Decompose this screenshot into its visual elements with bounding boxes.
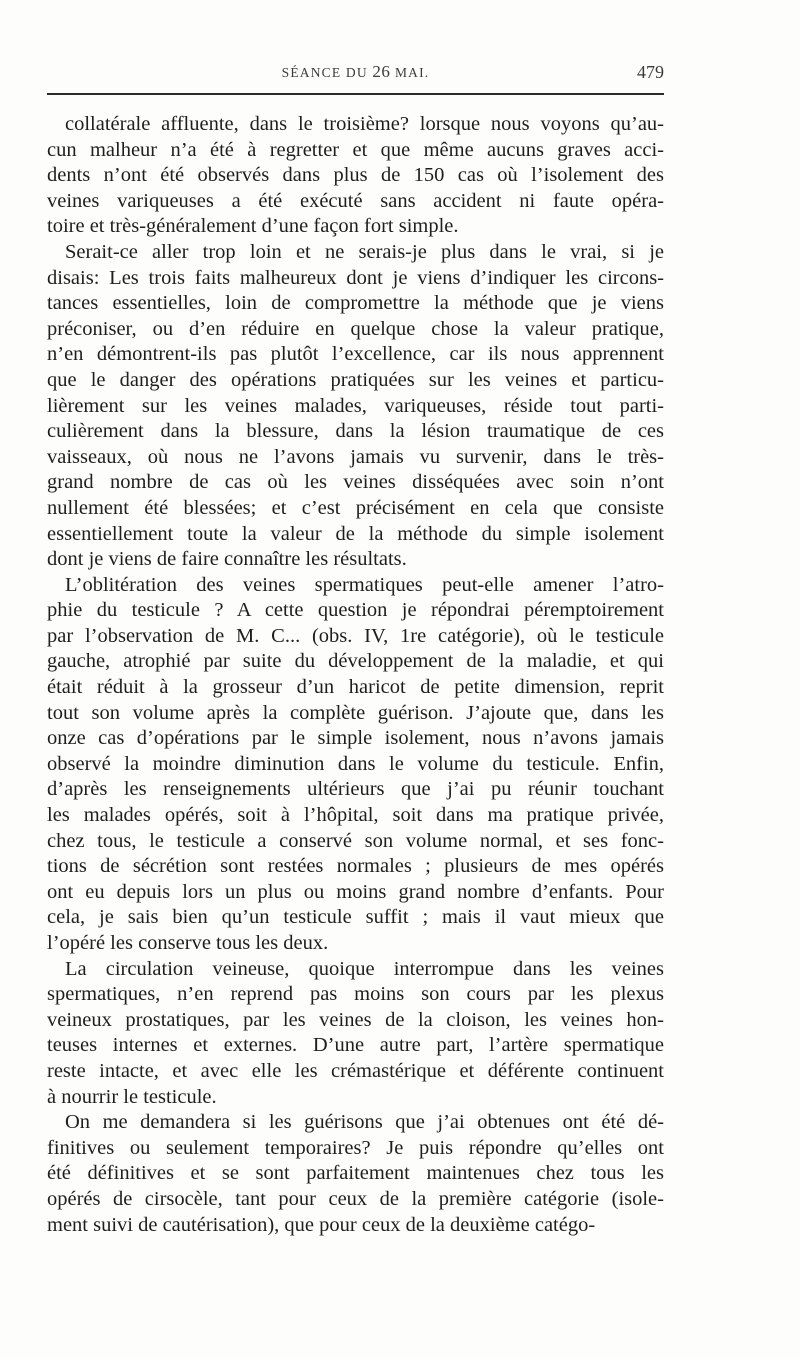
text-line: cela, je sais bien qu’un testicule suffit ; mais il vaut mieux que xyxy=(47,906,664,929)
text-line: tout son volume après la complète guérison. J’ajoute que, dans les xyxy=(47,701,664,724)
text-line: était réduit à la grosseur d’un haricot de petite dimension, reprit xyxy=(47,676,664,699)
page-header xyxy=(47,62,664,86)
text-line: veines variqueuses a été exécuté sans accident ni faute opéra- xyxy=(47,189,664,212)
text-line: n’en démontrent-ils pas plutôt l’excellence, car ils nous apprennent xyxy=(47,343,664,366)
running-head-text: SÉANCE DU xyxy=(281,65,373,80)
paragraph xyxy=(47,112,664,240)
text-line: spermatiques, n’en reprend pas moins son cours par les plexus xyxy=(47,983,664,1006)
text-line: finitives ou seulement temporaires? Je puis répondre qu’elles ont xyxy=(47,1136,664,1159)
text-line: lièrement sur les veines malades, variqueuses, réside tout parti- xyxy=(47,394,664,417)
running-head xyxy=(47,62,664,83)
text-line: L’oblitération des veines spermatiques peut-elle amener l’atro- xyxy=(65,573,664,596)
text-line: disais: Les trois faits malheureux dont je viens d’indiquer les circons- xyxy=(47,266,664,289)
text-line: veineux prostatiques, par les veines de la cloison, les veines hon- xyxy=(47,1008,664,1031)
text-line: d’après les renseignements ultérieurs que j’ai pu réunir touchant xyxy=(47,778,664,801)
text-line: collatérale affluente, dans le troisième? lorsque nous voyons qu’au- xyxy=(65,113,664,135)
running-head-month: MAI. xyxy=(390,65,430,80)
text-line: préconiser, ou d’en réduire en quelque chose la valeur pratique, xyxy=(47,317,664,340)
text-line: que le danger des opérations pratiquées sur les veines et particu- xyxy=(47,368,664,391)
text-line: culièrement dans la blessure, dans la lésion traumatique de ces xyxy=(47,420,664,443)
text-line: reste intacte, et avec elle les crémastérique et déférente continuent xyxy=(47,1059,664,1082)
text-line: dents n’ont été observés dans plus de 150 cas où l’isolement des xyxy=(47,164,664,187)
text-line: été définitives et se sont parfaitement maintenues chez tous les xyxy=(47,1162,664,1185)
text-line: vaisseaux, où nous ne l’avons jamais vu survenir, dans le très- xyxy=(47,445,664,468)
text-line: à nourrir le testicule. xyxy=(47,1085,217,1108)
running-head-day: 26 xyxy=(372,62,391,81)
text-line: teuses internes et externes. D’une autre part, l’artère spermatique xyxy=(47,1034,664,1057)
text-line: l’opéré les conserve tous les deux. xyxy=(47,932,329,954)
body-text xyxy=(47,112,664,1238)
text-line: ment suivi de cautérisation), que pour ceux de la deuxième catégo- xyxy=(47,1213,596,1236)
text-line: On me demandera si les guérisons que j’ai obtenues ont été dé- xyxy=(65,1111,664,1134)
paragraph xyxy=(47,240,664,573)
text-line: tions de sécrétion sont restées normales ; plusieurs de mes opérés xyxy=(47,855,664,878)
text-line: dont je viens de faire connaître les résultats. xyxy=(47,548,407,571)
text-line: les malades opérés, soit à l’hôpital, soit dans ma pratique privée, xyxy=(47,804,664,827)
text-line: tances essentielles, loin de compromettre la méthode que je viens xyxy=(47,292,664,315)
text-line: opérés de cirsocèle, tant pour ceux de la première catégorie (isole- xyxy=(47,1187,664,1210)
text-line: La circulation veineuse, quoique interrompue dans les veines xyxy=(65,957,664,980)
paragraph xyxy=(47,957,664,1111)
text-line: onze cas d’opérations par le simple isolement, nous n’avons jamais xyxy=(47,727,664,750)
text-line: par l’observation de M. C... (obs. IV, 1re catégorie), où le testicule xyxy=(47,624,664,647)
header-rule xyxy=(47,93,664,95)
paragraph xyxy=(47,1110,664,1238)
text-line: essentiellement toute la valeur de la méthode du simple isolement xyxy=(47,522,664,545)
text-line: toire et très-généralement d’une façon fort simple. xyxy=(47,215,459,238)
text-line: Serait-ce aller trop loin et ne serais-je plus dans le vrai, si je xyxy=(65,240,664,263)
page-number: 479 xyxy=(637,62,664,82)
text-line: gauche, atrophié par suite du développement de la maladie, et qui xyxy=(47,650,664,673)
text-line: cun malheur n’a été à regretter et que même aucuns graves acci- xyxy=(47,138,664,161)
text-line: chez tous, le testicule a conservé son volume normal, et ses fonc- xyxy=(47,829,664,852)
paragraph xyxy=(47,573,664,957)
text-line: ont eu depuis lors un plus ou moins grand nombre d’enfants. Pour xyxy=(47,880,664,903)
text-line: grand nombre de cas où les veines disséquées avec soin n’ont xyxy=(47,471,664,494)
text-line: phie du testicule ? A cette question je répondrai péremptoirement xyxy=(47,599,664,622)
text-line: observé la moindre diminution dans le volume du testicule. Enfin, xyxy=(47,752,664,775)
text-line: nullement été blessées; et c’est précisément en cela que consiste xyxy=(47,496,664,519)
